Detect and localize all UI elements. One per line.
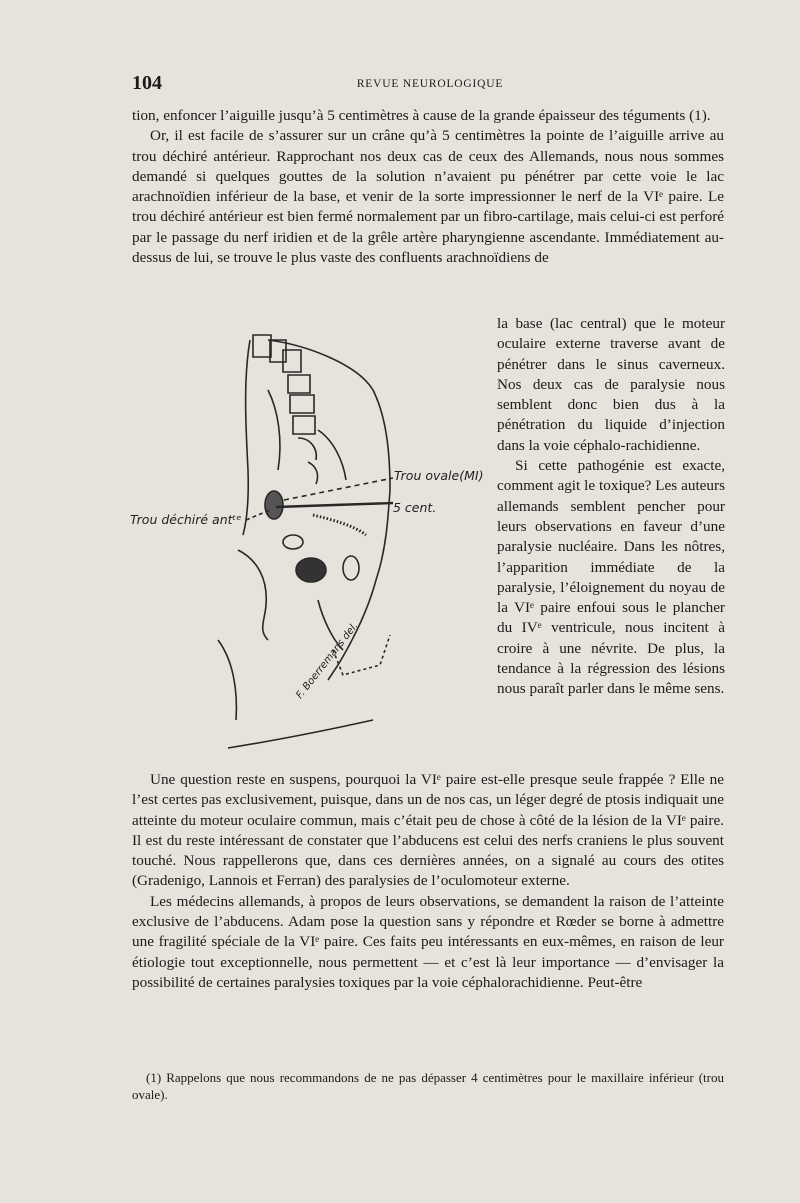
illustrator-signature: F. Boerremans del.	[294, 620, 361, 701]
base-line	[228, 720, 373, 748]
footnote-text: (1) Rappelons que nous recommandons de ne pas dépasser 4 centimètres pour le maxillaire inférieur (trou ovale).	[132, 1070, 724, 1102]
label-5-cent: 5 cent.	[393, 500, 437, 515]
right-text-column	[497, 314, 725, 700]
running-title: REVUE NEUROLOGIQUE	[356, 78, 504, 90]
label-trou-dechire: Trou déchiré antᵗᵉ	[130, 512, 242, 527]
page-number: 104	[132, 72, 162, 94]
petrous-hatch	[313, 515, 366, 535]
paragraph: Une question reste en suspens, pourquoi la VIᵉ paire est-elle presque seule frappée ? Elle ne l’est certes pas exclusivement, puisque, dans un de nos cas, un léger degré de ptosis indiquait une atteinte du moteur oculaire commun, mais c’était peu de chose à côté de la lésion de la VIᵉ paire. Il est du reste intéressant de constater que l’abducens est celui des nerfs craniens le plus souvent touché. Nous rappellerons que, dans ces dernières années, on a signalé au cours des otites (Gradenigo, Lannois et Ferran) des paralysies de l’oculomoteur externe.	[132, 771, 724, 890]
label-trou-ovale: Trou ovale(MI)	[394, 468, 484, 483]
top-text-block	[132, 106, 724, 268]
skull-base-figure	[118, 320, 498, 760]
needle-line	[276, 503, 393, 507]
paragraph: la base (lac central) que le moteur oculaire externe traverse avant de pénétrer dans le sinus caverneux. Nos deux cas de paralysie nous semblent donc bien dus à la pénétration du liquide d’injection dans la voie céphalo-rachidienne.	[497, 315, 725, 454]
foramen-ovale-mark	[265, 491, 283, 519]
teeth	[253, 335, 315, 434]
footnote	[132, 1069, 724, 1103]
paragraph: Les médecins allemands, à propos de leurs observations, se demandent la raison de l’atteinte exclusive de l’abducens. Adam pose la question sans y répondre et Rœder se borne à admettre une fragilité spéciale de la VIᵉ paire. Ces faits peu intéressants en eux-mêmes, en raison de leur étiologie tout exceptionnelle, nous permettent — et c’est là leur importance — d’envisager la possibilité de certaines paralysies toxiques par la voie céphalorachidienne. Peut-être	[132, 892, 724, 991]
page-header	[132, 72, 728, 94]
paragraph: Si cette pathogénie est exacte, comment agit le toxique? Les auteurs allemands semblent pencher pour leurs observations en faveur d’une paralysie nucléaire. Dans les nôtres, l’apparition immédiate de la paralysie, l’éloignement du noyau de la VIᵉ paire enfoui sous le plancher du IVᵉ ventricule, nous incitent à croire à une névrite. De plus, la tendance à la régression des lésions nous paraît parler dans le même sens.	[497, 457, 725, 698]
paragraph: Or, il est facile de s’assurer sur un crâne qu’à 5 centimètres la pointe de l’aiguille arrive au trou déchiré antérieur. Rapprochant nos deux cas de ceux des Allemands, nous nous sommes demandé si quelques gouttes de la solution n’avaient pu pénétrer par cette voie le lac arachnoïdien inférieur de la base, et venir de la sorte impressionner le nerf de la VIᵉ paire. Le trou déchiré antérieur est bien fermé normalement par un fibro-cartilage, mais celui-ci est perforé par le passage du nerf iridien et de la grêle artère pharyngienne ascendante. Immédiatement au-dessus de lui, se trouve le plus vaste des confluents arachnoïdiens de	[132, 127, 724, 267]
trou-ovale-pointer	[284, 478, 393, 500]
paragraph: tion, enfoncer l’aiguille jusqu’à 5 centimètres à cause de la grande épaisseur des téguments (1).	[132, 107, 711, 124]
bottom-text-block	[132, 770, 724, 993]
